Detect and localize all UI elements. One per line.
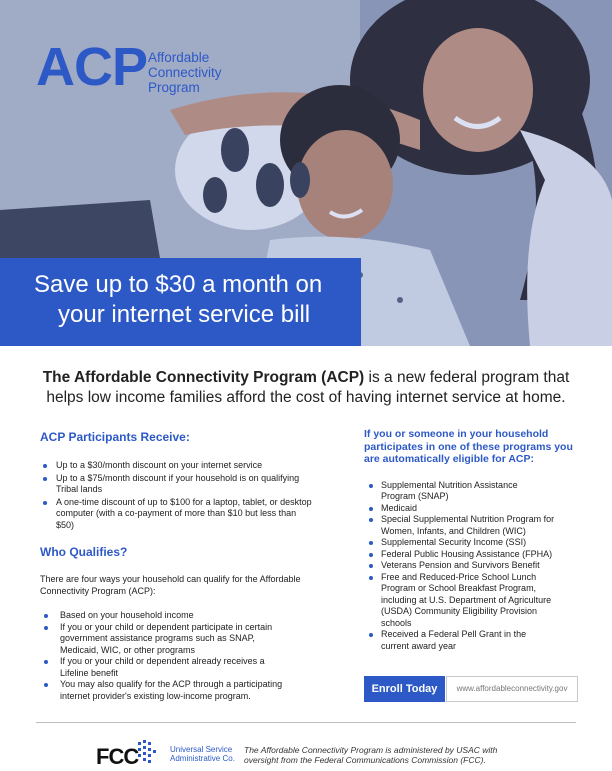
logo-line: Connectivity xyxy=(148,65,222,80)
list-item: A one-time discount of up to $100 for a laptop, tablet, or desktop computer (with a co-payment of more than $10 but less than $50) xyxy=(40,497,314,532)
list-item: Supplemental Nutrition Assistance Program (SNAP) xyxy=(364,480,541,503)
banner-line: your internet service bill xyxy=(58,301,311,328)
list-item: Based on your household income xyxy=(40,610,330,622)
usac-logo-text xyxy=(170,745,235,763)
receive-heading: ACP Participants Receive: xyxy=(40,430,190,444)
right-column xyxy=(364,428,579,652)
list-item: Up to a $30/month discount on your internet service xyxy=(40,460,330,472)
qualifies-heading: Who Qualifies? xyxy=(40,545,128,559)
acp-logo: ACP xyxy=(36,37,148,97)
left-column xyxy=(40,430,330,702)
list-item: Up to a $75/month discount if your household is on qualifying Tribal lands xyxy=(40,473,314,496)
savings-banner xyxy=(0,258,361,346)
footer-divider xyxy=(36,722,576,723)
receive-list xyxy=(40,460,330,531)
intro-paragraph xyxy=(30,368,582,408)
list-item: If you or your child or dependent already receives a Lifeline benefit xyxy=(40,656,274,679)
intro-text: is a new federal program that xyxy=(364,369,570,386)
list-item: Received a Federal Pell Grant in the current award year xyxy=(364,629,546,652)
usac-line: Universal Service xyxy=(170,745,233,754)
footer-note: The Affordable Connectivity Program is administered by USAC with oversight from the Federal Communications Commission (FCC). xyxy=(244,745,498,765)
acp-logo-text xyxy=(148,50,222,95)
hero-photo xyxy=(0,0,612,346)
enroll-url-link[interactable]: www.affordableconnectivity.gov xyxy=(446,676,578,702)
qualifies-intro: There are four ways your household can qualify for the Affordable Connectivity Program (ACP): xyxy=(40,574,301,596)
list-item: If you or your child or dependent participate in certain government assistance programs such as SNAP, Medicaid, WIC, or other programs xyxy=(40,622,274,657)
eligible-list xyxy=(364,480,579,653)
intro-line: helps low income families afford the cost of having internet service at home. xyxy=(46,389,566,406)
list-item: You may also qualify for the ACP through a participating internet provider's existing low-income program. xyxy=(40,679,300,702)
usac-line: Administrative Co. xyxy=(170,754,235,763)
qualifies-list xyxy=(40,610,330,702)
eligible-heading: If you or someone in your household participates in one of these programs you are automatically eligible for ACP: xyxy=(364,428,573,465)
logo-line: Program xyxy=(148,80,200,95)
list-item: Medicaid xyxy=(364,503,579,515)
banner-line: Save up to $30 a month on xyxy=(34,271,323,298)
list-item: Federal Public Housing Assistance (FPHA) xyxy=(364,549,579,561)
list-item: Supplemental Security Income (SSI) xyxy=(364,537,579,549)
list-item: Veterans Pension and Survivors Benefit xyxy=(364,560,579,572)
fcc-logo: FCC xyxy=(96,744,139,769)
logo-line: Affordable xyxy=(148,50,210,65)
list-item: Free and Reduced-Price School Lunch Program or School Breakfast Program, including at U.S. Department of Agriculture (USDA) Community Eligibility Provision schools xyxy=(364,572,561,630)
list-item: Special Supplemental Nutrition Program for Women, Infants, and Children (WIC) xyxy=(364,514,566,537)
enroll-today-button[interactable]: Enroll Today xyxy=(364,676,445,702)
intro-bold: The Affordable Connectivity Program (ACP) xyxy=(42,369,365,386)
usac-logo-icon xyxy=(136,738,166,768)
